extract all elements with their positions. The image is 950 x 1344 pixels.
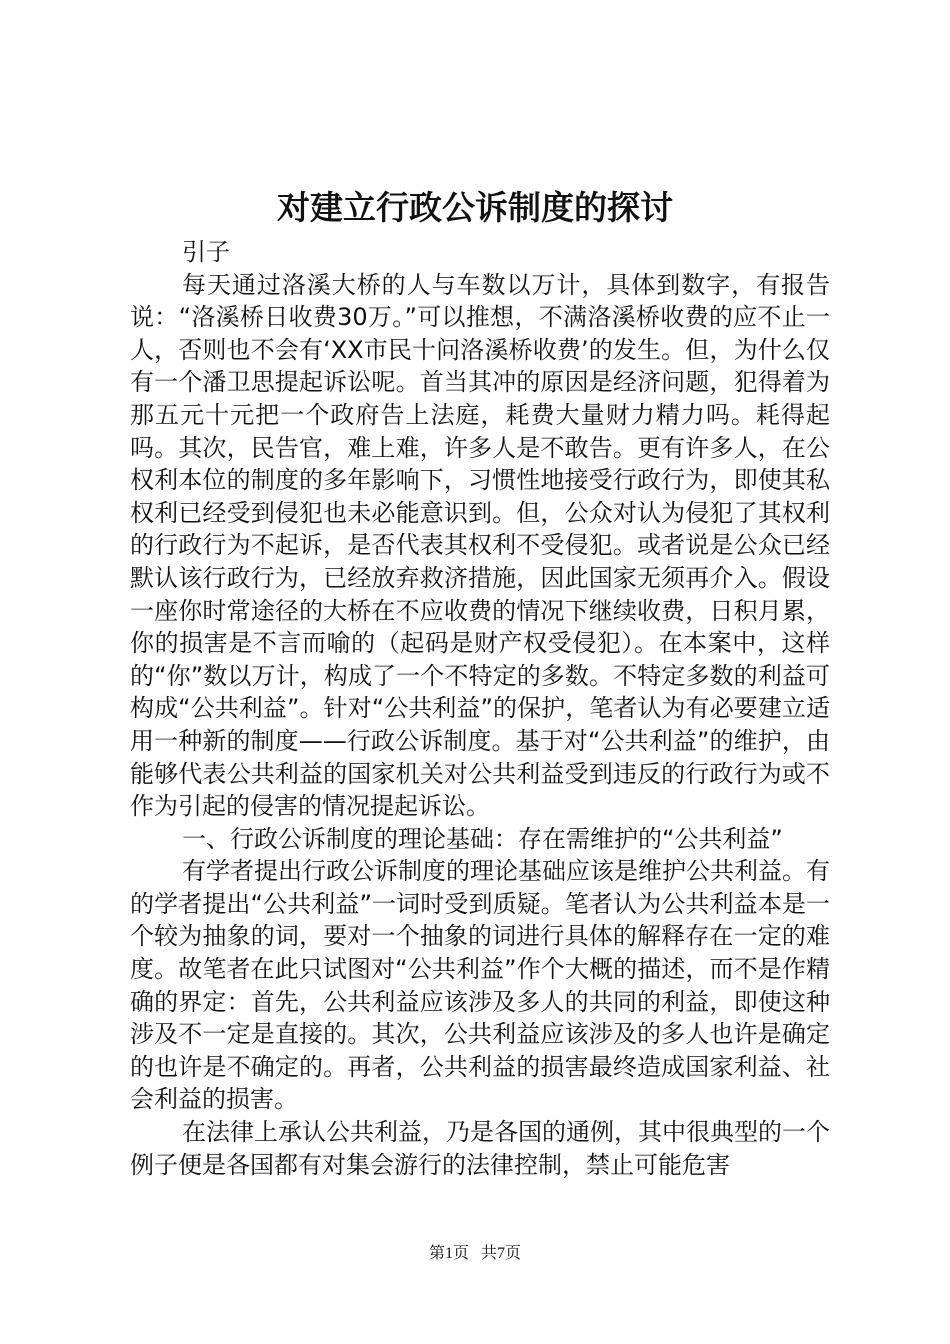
- paragraph-legal-recognition: 在法律上承认公共利益，乃是各国的通例，其中很典型的一个例子便是各国都有对集会游行的法律控制，禁止可能危害: [130, 1118, 830, 1179]
- document-title: 对建立行政公诉制度的探讨: [277, 188, 673, 227]
- document-body: [130, 236, 830, 1181]
- section-heading-1: 一、行政公诉制度的理论基础：存在需维护的“公共利益”: [182, 824, 783, 853]
- page-total: 共7页: [481, 1245, 522, 1262]
- paragraph-intro-heading: 引子: [182, 238, 230, 266]
- page-footer: [0, 1244, 950, 1264]
- paragraph-intro-body: 每天通过洛溪大桥的人与车数以万计，具体到数字，有报告说：“洛溪桥日收费30万。”可以推想，不满洛溪桥收费的应不止一人，否则也不会有‘XX市民十问洛溪桥收费’的发生。但，为什么仅有一个潘卫思提起诉讼呢。首当其冲的原因是经济问题，犯得着为那五元十元把一个政府告上法庭，耗费大量财力精力吗。耗得起吗。其次，民告官，难上难，许多人是不敢告。更有许多人，在公权利本位的制度的多年影响下，习惯性地接受行政行为，即使其私权利已经受到侵犯也未必能意识到。但，公众对认为侵犯了其权利的行政行为不起诉，是否代表其权利不受侵犯。或者说是公众已经默认该行政行为，已经放弃救济措施，因此国家无须再介入。假设一座你时常途径的大桥在不应收费的情况下继续收费，日积月累，你的损害是不言而喻的（起码是财产权受侵犯）。在本案中，这样的“你”数以万计，构成了一个不特定的多数。不特定多数的利益可构成“公共利益”。针对“公共利益”的保护，笔者认为有必要建立适用一种新的制度——行政公诉制度。基于对“公共利益”的维护，由能够代表公共利益的国家机关对公共利益受到违反的行政行为或不作为引起的侵害的情况提起诉讼。: [130, 270, 830, 821]
- paragraph-public-interest: 有学者提出行政公诉制度的理论基础应该是维护公共利益。有的学者提出“公共利益”一词时受到质疑。笔者认为公共利益本是一个较为抽象的词，要对一个抽象的词进行具体的解释存在一定的难度。故笔者在此只试图对“公共利益”作个大概的描述，而不是作精确的界定：首先，公共利益应该涉及多人的共同的利益，即使这种涉及不一定是直接的。其次，公共利益应该涉及的多人也许是确定的也许是不确定的。再者，公共利益的损害最终造成国家利益、社会利益的损害。: [130, 857, 830, 1114]
- page-number: 第1页: [428, 1245, 469, 1262]
